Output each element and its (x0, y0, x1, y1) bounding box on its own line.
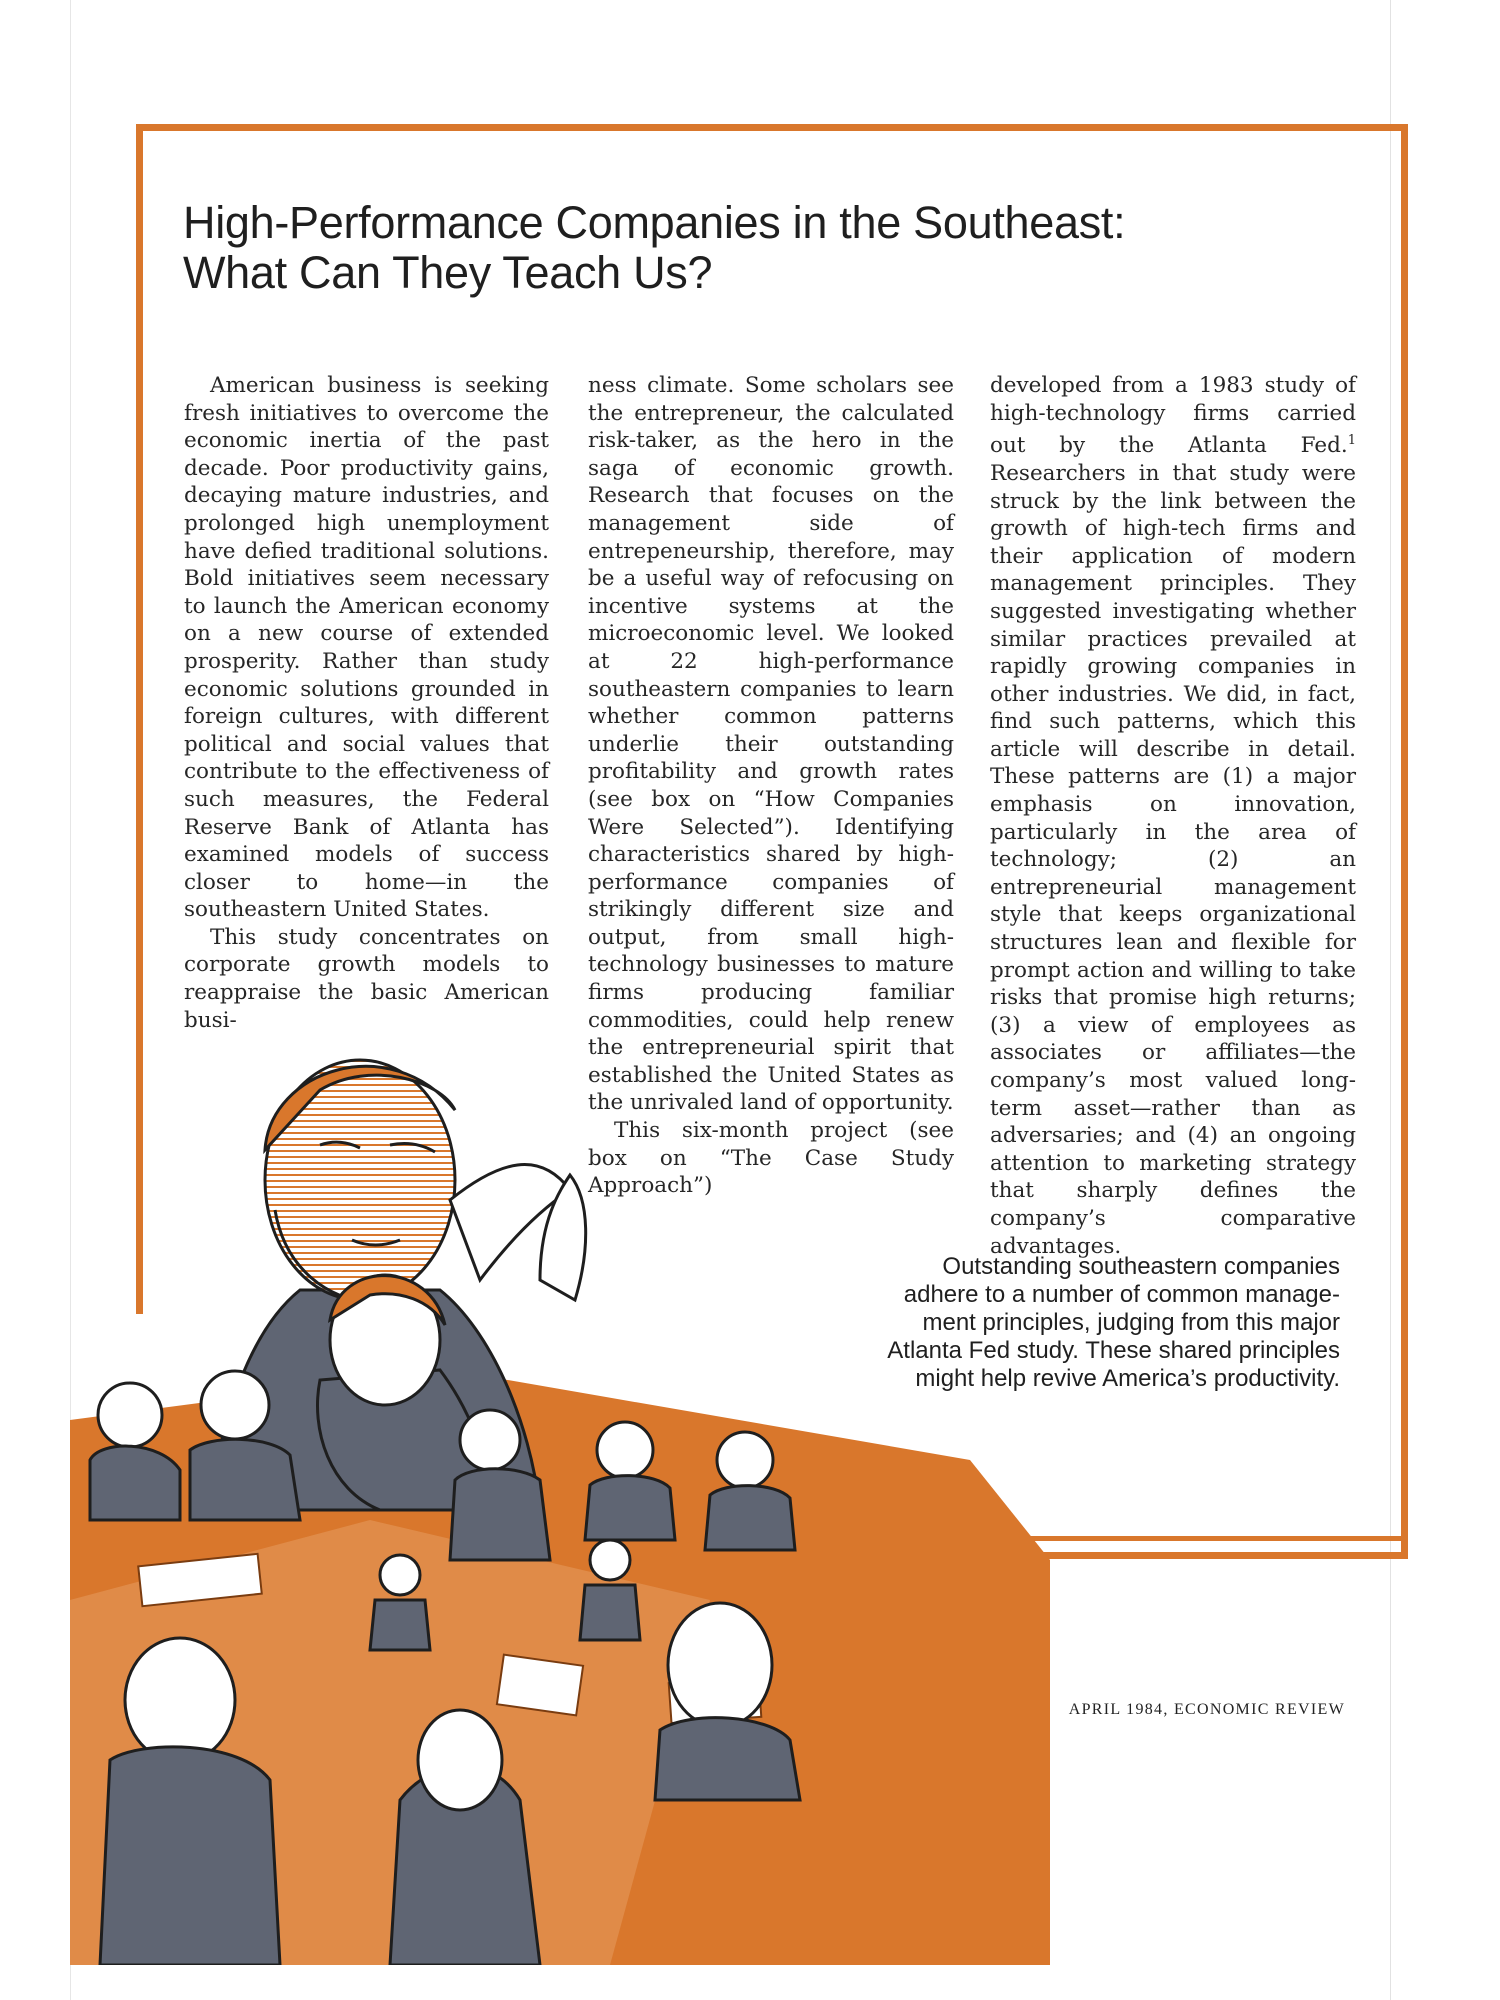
issue-footer: APRIL 1984, ECONOMIC REVIEW (1068, 1701, 1345, 1718)
article-title (183, 198, 1333, 298)
column3-text-a: developed from a 1983 study of high-technology firms carried out by the Atlanta Fed. (990, 373, 1356, 459)
footnote-marker[interactable]: 1 (1347, 433, 1356, 449)
deck-line-3: ment principles, judging from this major (922, 1309, 1340, 1336)
column1-paragraph-2: This study concentrates on corporate growth models to reappraise the basic American busi- (184, 924, 549, 1033)
deck-line-2: adhere to a number of common manage- (903, 1281, 1340, 1308)
column3-text-b: Researchers in that study were struck by the link between the growth of high-tech firms and their application of modern management principles. They suggested investigating whether similar practices prevailed at rapidly growing companies in other industries. We did, in fact, find such patterns, which this article will describe in detail. These patterns are (1) a major emphasis on innovation, particularly in the area of technology; (2) an entrepreneurial management style that keeps organizational structures lean and flexible for prompt action and willing to take risks that promise high returns; (3) a view of employees as associates or affiliates—the company’s most valued long-term asset—rather than as adversaries; and (4) an ongoing attention to marketing strategy that sharply defines the company’s comparative advantages. (990, 460, 1356, 1259)
text-column-1 (184, 372, 549, 1034)
title-line-1: High-Performance Companies in the Southeast: (183, 197, 1126, 248)
column2-paragraph-1: ness climate. Some scholars see the entrepreneur, the calculated risk-taker, as the hero in the saga of economic growth. Research that focuses on the management side of entrepeneurship, therefore, may be a useful way of refocusing on incentive systems at the microeconomic level. We looked at 22 high-performance southeastern companies to learn whether common patterns underlie their outstanding profitability and growth rates (see box on “How Companies Were Selected”). Identifying characteristics shared by high-performance companies of strikingly different size and output, from small high-technology businesses to mature firms producing familiar commodities, could help renew the entrepreneurial spirit that established the United States as the unrivaled land of opportunity. (588, 373, 954, 1116)
frame-top-rule (136, 124, 1408, 131)
column2-paragraph-2: This six-month project (see box on “The Case Study Approach”) (588, 1118, 954, 1199)
deck-line-4: Atlanta Fed study. These shared principles (887, 1337, 1340, 1364)
business-meeting-illustration (70, 1040, 1050, 1965)
column1-paragraph-1: American business is seeking fresh initiatives to overcome the economic inertia of the past decade. Poor productivity gains, decaying mature industries, and prolonged high unemployment have defied traditional solutions. Bold initiatives seem necessary to launch the American economy on a new course of extended prosperity. Rather than study economic solutions grounded in foreign cultures, with different political and social values that contribute to the effectiveness of such measures, the Federal Reserve Bank of Atlanta has examined models of success closer to home—in the southeastern United States. (184, 373, 549, 923)
deck-line-5: might help revive America’s productivity. (915, 1365, 1340, 1392)
page-edge-right (1390, 0, 1391, 2000)
deck-line-1: Outstanding southeastern companies (942, 1253, 1340, 1280)
frame-right-rule (1401, 124, 1408, 1552)
title-line-2: What Can They Teach Us? (183, 247, 713, 298)
